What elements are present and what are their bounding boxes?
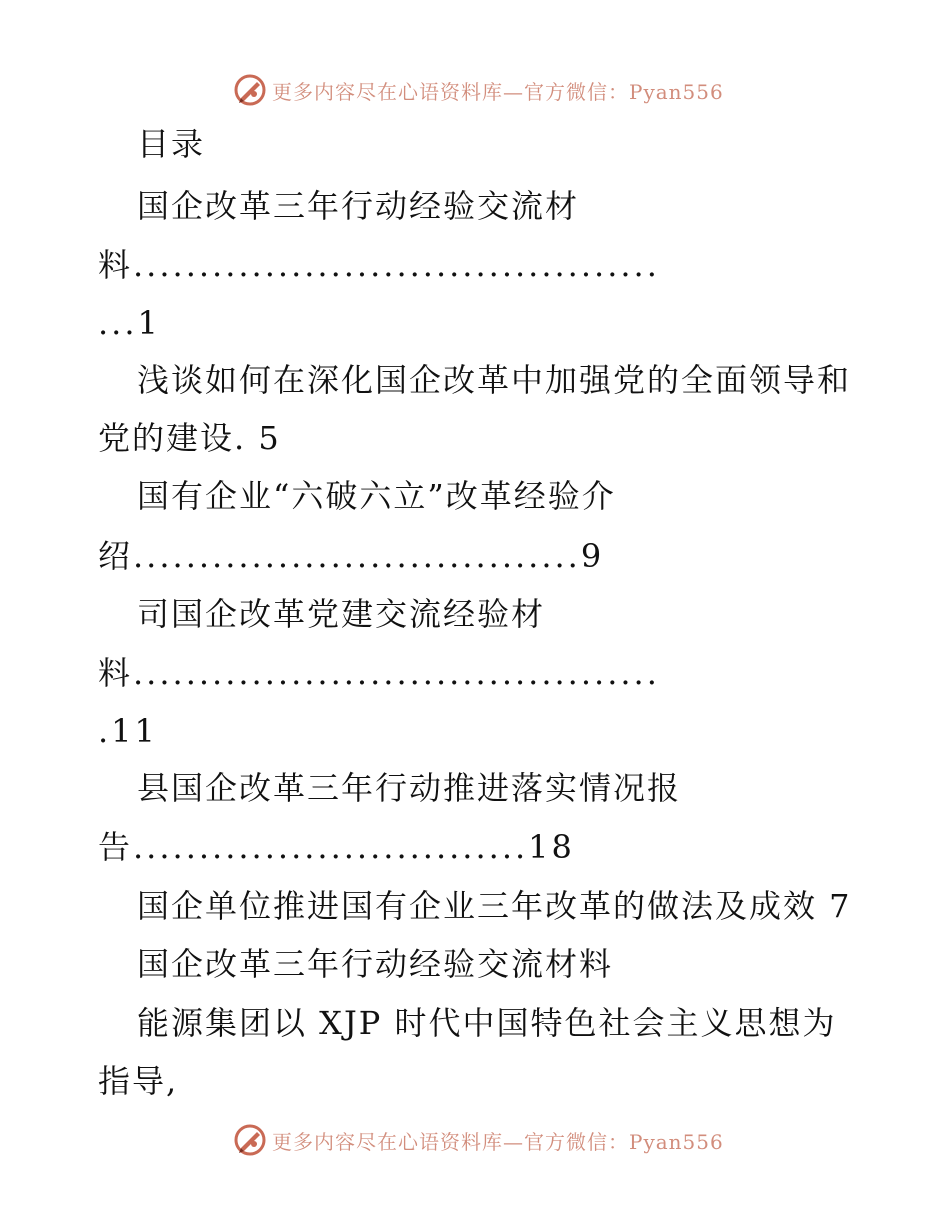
toc-entry-5-line-1: 县国企改革三年行动推进落实情况报 <box>137 769 682 807</box>
footer-banner-text: 更多内容尽在心语资料库—官方微信：Pyan556 <box>272 1129 724 1154</box>
toc-heading: 目录 <box>137 125 206 163</box>
toc-entry-3-line-2: 绍..................................9 <box>98 537 605 575</box>
toc-entry-4-line-1: 司国企改革党建交流经验材 <box>137 595 546 633</box>
pen-logo-icon <box>232 1122 268 1158</box>
header-banner-text: 更多内容尽在心语资料库—官方微信：Pyan556 <box>272 79 724 104</box>
section-title: 国企改革三年行动经验交流材料 <box>137 945 614 983</box>
toc-entry-5-line-2: 告..............................18 <box>98 828 575 866</box>
footer-banner <box>232 1120 732 1160</box>
body-paragraph-line-1: 能源集团以 XJP 时代中国特色社会主义思想为 <box>137 1004 837 1042</box>
toc-entry-4-page: .11 <box>98 712 158 750</box>
toc-entry-1-page: ...1 <box>98 304 161 342</box>
toc-entry-2-line-1: 浅谈如何在深化国企改革中加强党的全面领导和 <box>137 361 852 399</box>
toc-entry-2-line-2: 党的建设. 5 <box>98 419 281 457</box>
toc-entry-3-line-1: 国有企业“六破六立”改革经验介 <box>137 477 616 515</box>
body-paragraph-line-2: 指导, <box>98 1062 179 1100</box>
toc-entry-6: 国企单位推进国有企业三年改革的做法及成效 7 <box>137 887 852 925</box>
toc-entry-1-line-1: 国企改革三年行动经验交流材 <box>137 187 580 225</box>
toc-entry-4-line-2: 料........................................ <box>98 654 660 692</box>
toc-entry-1-line-2: 料........................................ <box>98 246 660 284</box>
